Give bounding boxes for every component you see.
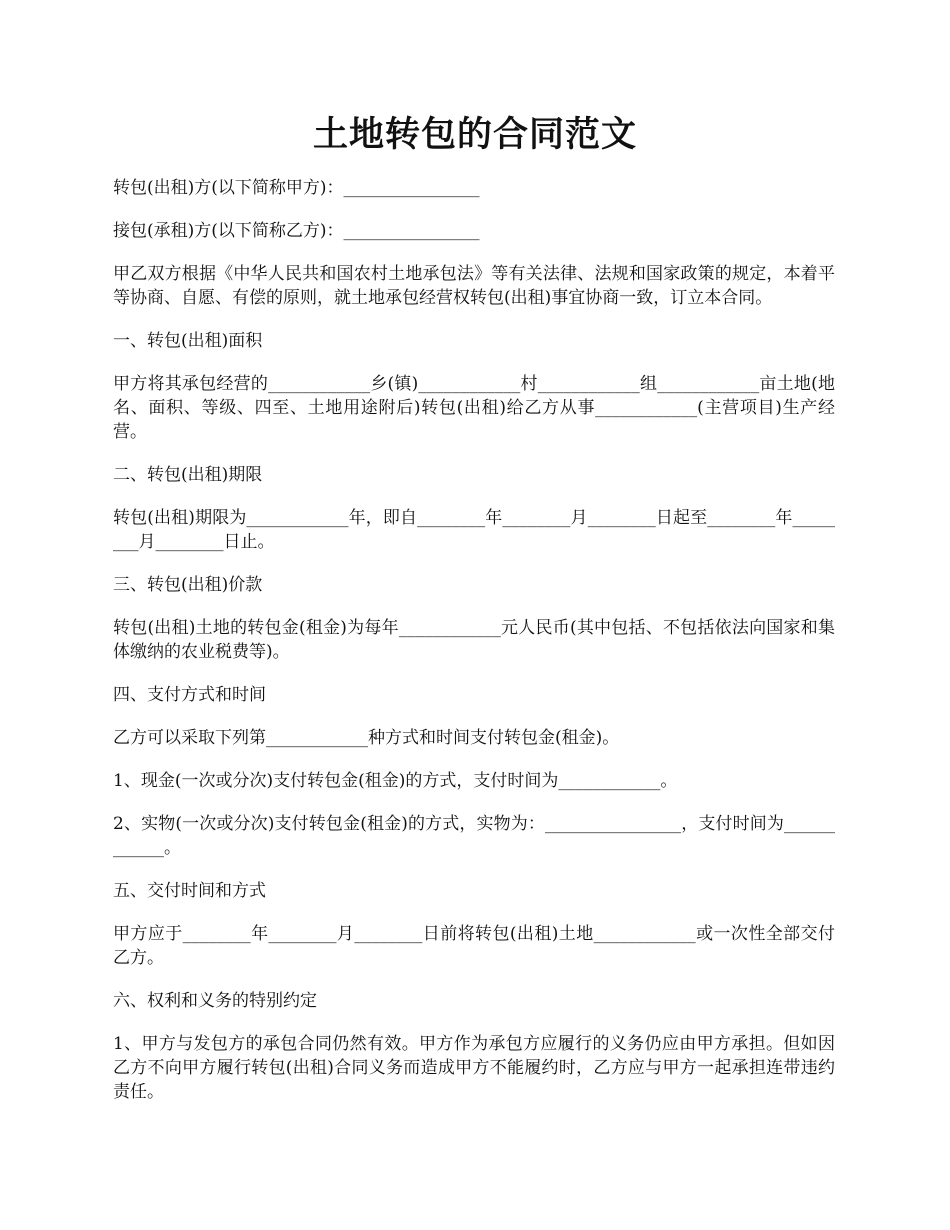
section-heading-payment: 四、支付方式和时间 (113, 685, 266, 705)
section-heading-area: 一、转包(出租)面积 (113, 331, 263, 351)
section-heading-price: 三、转包(出租)价款 (113, 575, 263, 595)
term-clause: 转包(出租)期限为____________年，即自________年________月________日起至________年________月________日止。 (113, 508, 835, 552)
payment-option-cash: 1、现金(一次或分次)支付转包金(租金)的方式，支付时间为____________。 (113, 771, 678, 791)
section-heading-term: 二、转包(出租)期限 (113, 465, 263, 485)
party-b-line: 接包(承租)方(以下简称乙方)：________________ (113, 221, 480, 241)
payment-option-goods: 2、实物(一次或分次)支付转包金(租金)的方式，实物为：________________，支付时间为____________。 (113, 814, 835, 858)
section-heading-delivery: 五、交付时间和方式 (113, 881, 266, 901)
preamble-paragraph: 甲乙双方根据《中华人民共和国农村土地承包法》等有关法律、法规和国家政策的规定，本着平等协商、自愿、有偿的原则，就土地承包经营权转包(出租)事宜协商一致，订立本合同。 (113, 264, 835, 308)
area-clause: 甲方将其承包经营的____________乡(镇)____________村____________组____________亩土地(地名、面积、等级、四至、土地用途附后)转包(出租)给乙方从事____________(主营项目)生产经营。 (113, 374, 835, 442)
delivery-clause: 甲方应于________年________月________日前将转包(出租)土地____________或一次性全部交付乙方。 (113, 924, 835, 968)
document-body (113, 176, 835, 1123)
party-a-line: 转包(出租)方(以下简称甲方)：________________ (113, 178, 480, 198)
section-heading-rights: 六、权利和义务的特别约定 (113, 991, 317, 1011)
payment-clause: 乙方可以采取下列第____________种方式和时间支付转包金(租金)。 (113, 728, 620, 748)
price-clause: 转包(出租)土地的转包金(租金)为每年____________元人民币(其中包括、不包括依法向国家和集体缴纳的农业税费等)。 (113, 618, 835, 662)
document-title: 土地转包的合同范文 (312, 114, 637, 155)
rights-clause-1: 1、甲方与发包方的承包合同仍然有效。甲方作为承包方应履行的义务仍应由甲方承担。但如因乙方不向甲方履行转包(出租)合同义务而造成甲方不能履约时，乙方应与甲方一起承担连带违约责任。 (113, 1034, 835, 1102)
